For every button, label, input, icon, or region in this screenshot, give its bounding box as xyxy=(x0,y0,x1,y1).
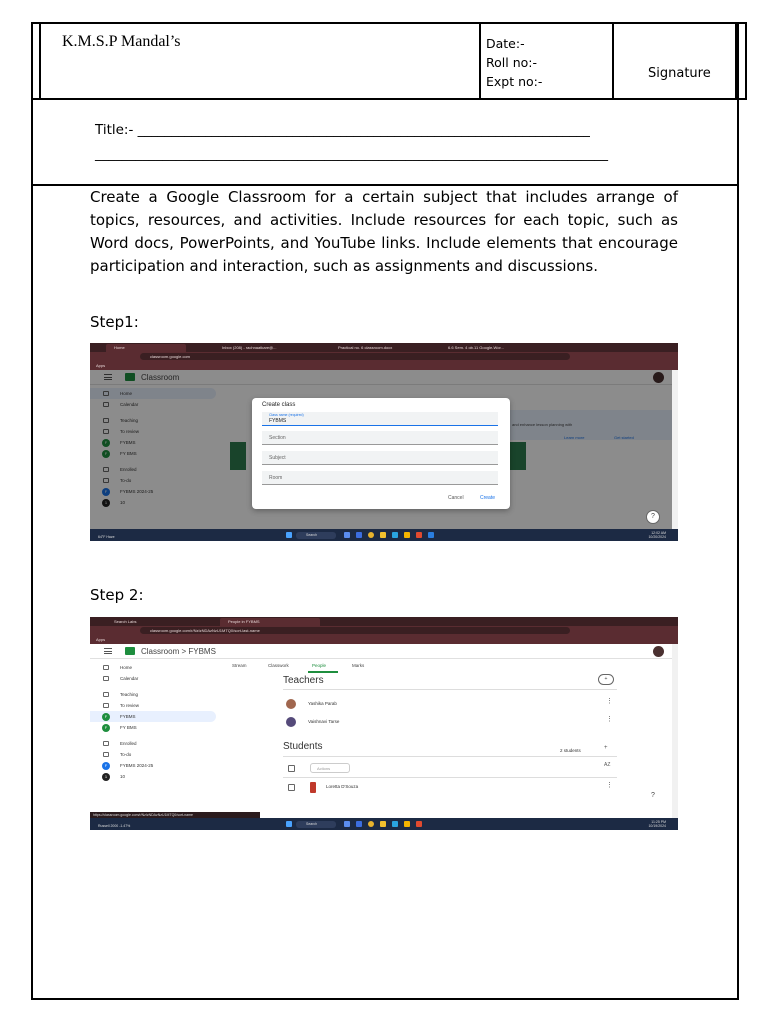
sidebar-item-label: To review xyxy=(120,429,140,434)
tab-people[interactable]: People xyxy=(312,663,327,668)
taskbar-clock xyxy=(648,820,666,828)
start-icon[interactable] xyxy=(286,821,292,827)
more-options-icon[interactable]: ⋮ xyxy=(606,698,613,705)
sidebar-item-label: 10 xyxy=(120,774,126,779)
sidebar-item-fy-bms[interactable] xyxy=(90,722,216,733)
sidebar-item-label: Enrolled xyxy=(120,467,137,472)
browser-tab[interactable]: 6.6 Sem. 4 ob.11 Google-Wor... xyxy=(448,345,504,350)
create-class-dialog xyxy=(252,398,510,509)
sidebar-item-calendar[interactable] xyxy=(90,673,216,684)
browser-urlbar xyxy=(90,626,678,636)
sidebar-item-label: Teaching xyxy=(120,418,139,423)
browser-tab[interactable]: Search Labs xyxy=(114,619,137,624)
class-avatar-icon: F xyxy=(102,439,110,447)
taskbar-search[interactable]: Search xyxy=(296,532,336,539)
active-tab-indicator xyxy=(308,671,338,673)
enrolled-icon xyxy=(103,741,109,746)
teaching-icon xyxy=(103,692,109,697)
select-all-checkbox[interactable] xyxy=(288,765,295,772)
help-icon[interactable]: ? xyxy=(646,510,660,524)
class-name-field[interactable] xyxy=(262,412,498,426)
chrome-icon[interactable] xyxy=(368,532,374,538)
step2-heading: Step 2: xyxy=(90,586,144,604)
app-icon[interactable] xyxy=(344,821,350,827)
browser-tab[interactable]: People in FYBMS xyxy=(220,618,320,626)
folder-icon[interactable] xyxy=(380,821,386,827)
tab-stream[interactable]: Stream xyxy=(232,663,247,668)
student-checkbox[interactable] xyxy=(288,784,295,791)
sidebar-item-label: To-do xyxy=(120,478,132,483)
sidebar xyxy=(90,660,216,818)
title-line-blank: ____________________________________________________________________________ xyxy=(95,146,608,162)
taskbar-clock xyxy=(648,531,666,539)
clock-time: 11:25 PM xyxy=(651,820,666,824)
sidebar-item-label: To review xyxy=(120,703,140,708)
sidebar-item-label: FY BMS xyxy=(120,451,137,456)
address-bar[interactable]: classroom.google.com/r/NzIzNDAzNzU1MTQ0/sort-last-name xyxy=(140,627,570,634)
sidebar-item-label: To-do xyxy=(120,752,132,757)
windows-taskbar xyxy=(90,529,678,541)
sidebar-item-to-do[interactable] xyxy=(90,749,216,760)
sidebar-item-label: 10 xyxy=(120,500,126,505)
create-button[interactable]: Create xyxy=(480,495,496,501)
app-icon[interactable] xyxy=(356,821,362,827)
teacher-name: Yashika Parab xyxy=(308,701,337,706)
room-field[interactable]: Room xyxy=(262,471,498,485)
browser-tab[interactable]: Practical no. 6 classroom.docx xyxy=(338,345,393,350)
classroom-logo-icon xyxy=(125,647,135,655)
signature-label: Signature xyxy=(648,66,711,81)
sidebar-item-home[interactable] xyxy=(90,662,216,673)
invite-student-icon[interactable]: + xyxy=(604,745,608,751)
promo-text: and enhance lesson planning with xyxy=(512,422,573,427)
get-started-link[interactable]: Get started xyxy=(614,435,634,440)
teacher-name: Vaishnavi Tarse xyxy=(308,719,340,724)
class-avatar-icon: 1 xyxy=(102,773,110,781)
breadcrumb[interactable]: Classroom > FYBMS xyxy=(141,647,216,656)
sidebar-item-to-review[interactable] xyxy=(90,700,216,711)
browser-urlbar xyxy=(90,352,678,362)
class-avatar-icon: F xyxy=(102,713,110,721)
class-name-value: FYBMS xyxy=(269,418,287,424)
screenshot-people-page xyxy=(90,617,678,830)
teachers-heading: Teachers xyxy=(283,675,324,686)
sidebar-item-label: Home xyxy=(120,665,133,670)
sidebar-item-fybms[interactable] xyxy=(90,711,216,722)
browser-tabbar xyxy=(90,343,678,352)
invite-teacher-icon[interactable]: + xyxy=(598,674,614,685)
org-name: K.M.S.P Mandal’s xyxy=(62,33,181,50)
todo-icon xyxy=(103,752,109,757)
taskbar-search[interactable]: Search xyxy=(296,821,336,828)
sidebar-item-label: Home xyxy=(120,391,133,396)
tab-marks[interactable]: Marks xyxy=(352,663,365,668)
class-avatar-icon: F xyxy=(102,488,110,496)
sidebar-item-label: Enrolled xyxy=(120,741,137,746)
screenshot-create-class xyxy=(90,343,678,541)
class-name-label: Class name (required) xyxy=(269,413,304,417)
app-title: Classroom xyxy=(141,373,180,382)
date-label: Date:- xyxy=(486,36,525,51)
folder-icon[interactable] xyxy=(380,532,386,538)
subject-field[interactable]: Subject xyxy=(262,451,498,465)
sidebar-item-enrolled[interactable] xyxy=(90,738,216,749)
actions-dropdown[interactable] xyxy=(310,763,350,773)
divider xyxy=(283,756,617,757)
class-avatar-icon: F xyxy=(102,762,110,770)
classroom-app xyxy=(90,370,672,529)
bookmarks-bar: Apps xyxy=(90,636,678,644)
sidebar-item-label: FYBMS 2024-25 xyxy=(120,489,154,494)
avatar xyxy=(286,699,296,709)
app-icon[interactable] xyxy=(428,532,434,538)
review-icon xyxy=(103,703,109,708)
title-line: Title:- ___________________________________________________________________ xyxy=(95,122,590,138)
dialog-title: Create class xyxy=(262,402,296,408)
student-name: Loretta D'Souza xyxy=(326,784,359,789)
intro-paragraph: Create a Google Classroom for a certain subject that includes arrange of topics, resources, and activities. Include resources for each topic, such as Word docs, PowerPoints, and YouTube links. Include elements that encourage participation and interaction, such as assignments and discussions. xyxy=(90,188,678,275)
expt-no-label: Expt no:- xyxy=(486,74,543,89)
app-icon[interactable] xyxy=(404,821,410,827)
app-icon[interactable] xyxy=(392,532,398,538)
bookmarks-bar: Apps xyxy=(90,362,678,370)
class-avatar-icon: F xyxy=(102,724,110,732)
sidebar-item-10[interactable] xyxy=(90,771,216,782)
browser-tab[interactable]: Inbox (208) - rachnaatkare@... xyxy=(222,345,277,350)
home-icon xyxy=(103,665,109,670)
stock-widget[interactable]: Russell 2000 -1.47% xyxy=(98,824,131,828)
calendar-icon xyxy=(103,676,109,681)
clock-date: 10/20/2024 xyxy=(648,535,666,539)
start-icon[interactable] xyxy=(286,532,292,538)
app-icon[interactable] xyxy=(344,532,350,538)
avatar[interactable] xyxy=(653,646,664,657)
avatar xyxy=(310,782,316,793)
menu-icon[interactable] xyxy=(104,648,112,654)
clock-time: 12:02 AM xyxy=(651,531,666,535)
browser-tabbar xyxy=(90,617,678,626)
address-bar[interactable]: classroom.google.com xyxy=(140,353,570,360)
sidebar-item-fybms-2024[interactable] xyxy=(90,760,216,771)
sidebar-item-label: Calendar xyxy=(120,402,139,407)
header-divider xyxy=(735,22,737,100)
avatar xyxy=(286,717,296,727)
sidebar-item-label: FYBMS 2024-25 xyxy=(120,763,154,768)
title-box xyxy=(31,100,739,186)
scrollbar[interactable] xyxy=(672,370,678,529)
class-avatar-icon: 1 xyxy=(102,499,110,507)
step1-heading: Step1: xyxy=(90,313,139,331)
brave-icon[interactable] xyxy=(416,532,422,538)
app-bar xyxy=(90,644,672,659)
class-avatar-icon: F xyxy=(102,450,110,458)
scrollbar[interactable] xyxy=(672,644,678,818)
divider xyxy=(283,777,617,778)
divider xyxy=(283,689,617,690)
weather-widget[interactable]: 64°F Haze xyxy=(98,535,115,539)
chrome-icon[interactable] xyxy=(368,821,374,827)
app-icon[interactable] xyxy=(404,532,410,538)
sidebar-item-label: Calendar xyxy=(120,676,139,681)
clock-date: 10/19/2024 xyxy=(648,824,666,828)
roll-no-label: Roll no:- xyxy=(486,55,537,70)
sidebar-item-label: FYBMS xyxy=(120,714,136,719)
cancel-button[interactable]: Cancel xyxy=(448,495,464,501)
sort-icon[interactable]: AZ xyxy=(604,762,611,768)
windows-taskbar xyxy=(90,818,678,830)
brave-icon[interactable] xyxy=(416,821,422,827)
classroom-app xyxy=(90,644,672,818)
students-count: 2 students xyxy=(560,748,581,753)
status-bar-url: https://classroom.google.com/r/NzIzNDAzNzU1MTQ0/sort-name xyxy=(90,812,260,818)
learn-more-link[interactable]: Learn more xyxy=(564,435,585,440)
header-meta xyxy=(486,34,542,91)
actions-label: Actions xyxy=(317,766,331,771)
app-icon[interactable] xyxy=(392,821,398,827)
sidebar-item-label: Teaching xyxy=(120,692,139,697)
browser-tab[interactable]: Home xyxy=(106,344,186,352)
app-icon[interactable] xyxy=(356,532,362,538)
header-divider xyxy=(612,22,614,100)
sidebar-item-label: FY BMS xyxy=(120,725,137,730)
sidebar-item-teaching[interactable] xyxy=(90,689,216,700)
more-options-icon[interactable]: ⋮ xyxy=(606,782,613,789)
tab-classwork[interactable]: Classwork xyxy=(268,663,289,668)
header-divider xyxy=(479,22,481,100)
section-field[interactable]: Section xyxy=(262,431,498,445)
students-heading: Students xyxy=(283,741,323,752)
help-icon[interactable]: ? xyxy=(651,792,655,799)
more-options-icon[interactable]: ⋮ xyxy=(606,716,613,723)
sidebar-item-label: FYBMS xyxy=(120,440,136,445)
